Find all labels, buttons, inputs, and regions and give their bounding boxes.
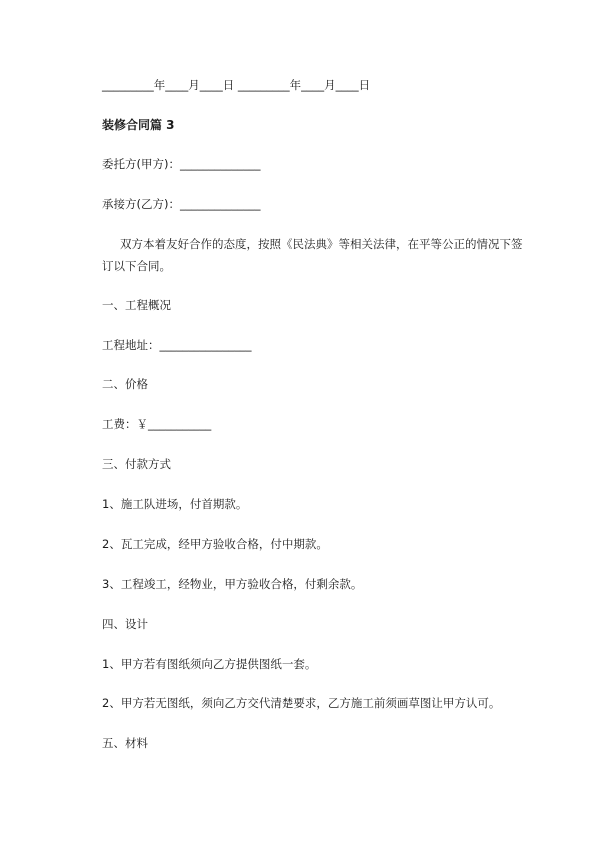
party-a-line: 委托方(甲方)：______________ bbox=[102, 157, 261, 171]
design-item-1: 1、甲方若有图纸须向乙方提供图纸一套。 bbox=[102, 657, 317, 671]
payment-item-1: 1、施工队进场，付首期款。 bbox=[102, 497, 248, 511]
project-address-line: 工程地址：________________ bbox=[102, 338, 252, 352]
section-heading-payment: 三、付款方式 bbox=[102, 457, 171, 471]
design-item-2: 2、甲方若无图纸，须向乙方交代清楚要求，乙方施工前须画草图让甲方认可。 bbox=[102, 696, 501, 710]
contract-title: 装修合同篇 3 bbox=[102, 118, 175, 132]
labor-fee-line: 工费：￥___________ bbox=[102, 417, 212, 431]
section-heading-overview: 一、工程概况 bbox=[102, 298, 171, 312]
payment-item-2: 2、瓦工完成，经甲方验收合格，付中期款。 bbox=[102, 537, 328, 551]
signature-date-line: _________年____月____日 _________年____月____日 bbox=[102, 78, 371, 92]
intro-paragraph: 双方本着友好合作的态度，按照《民法典》等相关法律，在平等公正的情况下签订以下合同。 bbox=[102, 237, 523, 273]
party-b-line: 承接方(乙方)：______________ bbox=[102, 197, 261, 211]
payment-item-3: 3、工程竣工，经物业，甲方验收合格，付剩余款。 bbox=[102, 577, 363, 591]
section-heading-design: 四、设计 bbox=[102, 617, 148, 631]
section-heading-price: 二、价格 bbox=[102, 377, 148, 391]
section-heading-materials: 五、材料 bbox=[102, 736, 148, 750]
